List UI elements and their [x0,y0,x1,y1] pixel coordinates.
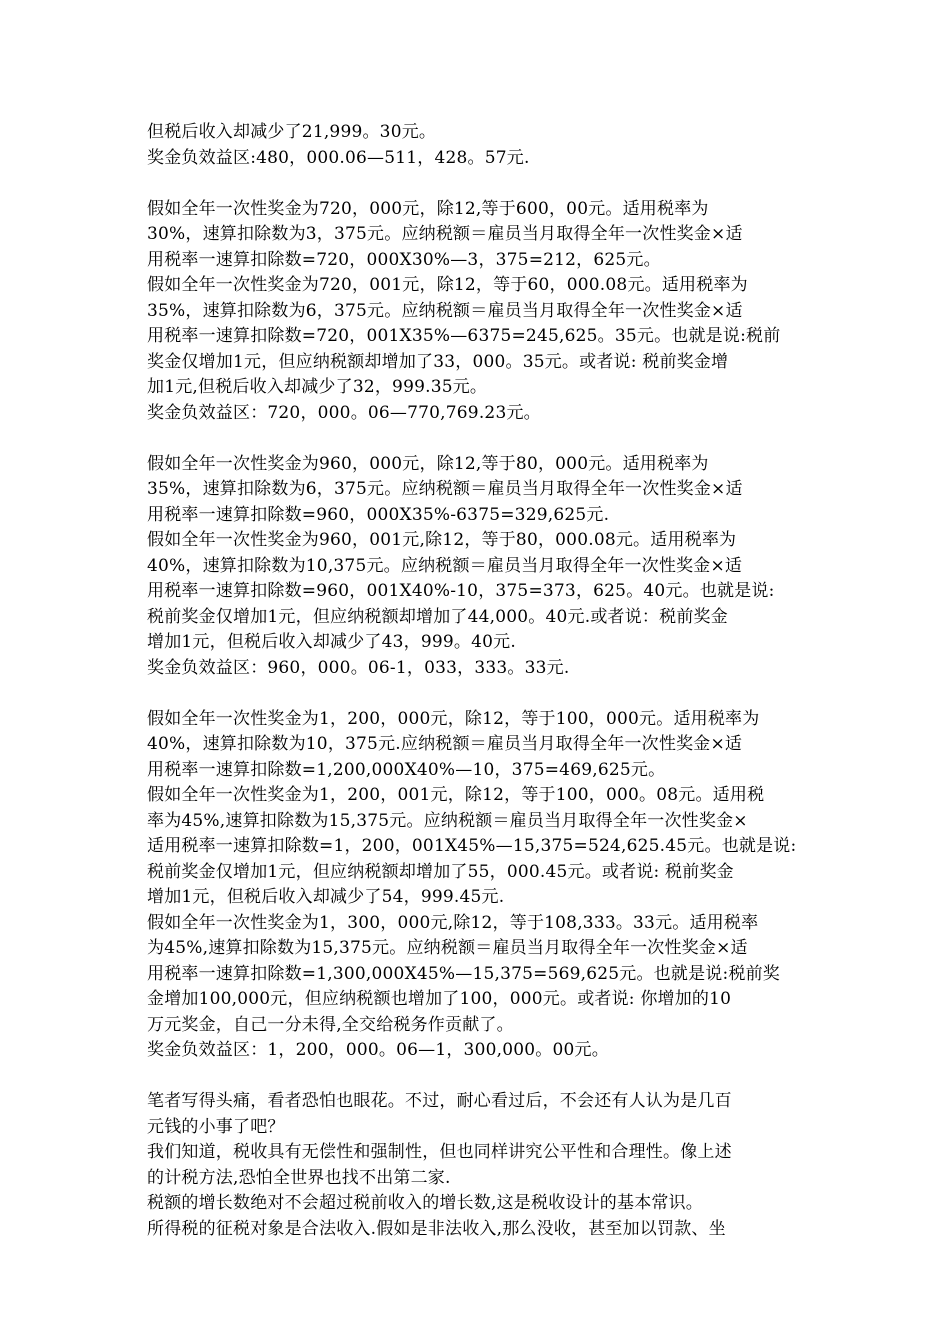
text-line: 为45%,速算扣除数为15,375元。应纳税额＝雇员当月取得全年一次性奖金×适 [147,938,748,958]
text-line: 假如全年一次性奖金为960，000元，除12,等于80，000元。适用税率为 [147,453,709,474]
text-line: 奖金负效益区:480，000.06—511，428。57元. [147,147,530,168]
text-line: 的计税方法,恐怕全世界也找不出第二家. [147,1167,451,1188]
text-line: 但税后收入却减少了21,999。30元。 [147,122,437,142]
text-line: 假如全年一次性奖金为1，200，000元，除12，等于100，000元。适用税率为 [147,708,760,729]
paragraph-commentary [147,1089,817,1242]
text-line: 用税率一速算扣除数=960，001X40%-10，375=373，625。40元。也就是说: [147,581,775,601]
text-line: 用税率一速算扣除数=1,200,000X40%—10，375=469,625元。 [147,759,666,780]
text-line: 奖金仅增加1元，但应纳税额却增加了33，000。35元。或者说: 税前奖金增 [147,351,729,372]
text-line: 率为45%,速算扣除数为15,375元。应纳税额＝雇员当月取得全年一次性奖金× [147,810,748,831]
text-line: 笔者写得头痛，看者恐怕也眼花。不过，耐心看过后，不会还有人认为是几百 [147,1091,732,1111]
paragraph-after-tax-loss [147,120,817,171]
text-line: 所得税的征税对象是合法收入.假如是非法收入,那么没收，甚至加以罚款、坐 [147,1218,726,1239]
document-body [147,120,817,1242]
text-line: 税前奖金仅增加1元，但应纳税额却增加了55，000.45元。或者说: 税前奖金 [147,861,734,882]
text-line: 税前奖金仅增加1元，但应纳税额却增加了44,000。40元.或者说：税前奖金 [147,606,728,627]
text-line: 用税率一速算扣除数=960，000X35%-6375=329,625元. [147,504,610,525]
text-line: 奖金负效益区：960，000。06-1，033，333。33元. [147,657,570,678]
text-line: 30%，速算扣除数为3，375元。应纳税额＝雇员当月取得全年一次性奖金×适 [147,224,743,244]
text-line: 元钱的小事了吧？ [147,1116,285,1137]
text-line: 40%，速算扣除数为10,375元。应纳税额＝雇员当月取得全年一次性奖金×适 [147,555,743,576]
paragraph-1200000-example [147,707,817,1064]
text-line: 假如全年一次性奖金为1，300，000元,除12，等于108,333。33元。适用税率 [147,912,759,933]
text-line: 加1元,但税后收入却减少了32，999.35元。 [147,377,488,397]
text-line: 35%，速算扣除数为6，375元。应纳税额＝雇员当月取得全年一次性奖金×适 [147,479,743,499]
text-line: 我们知道，税收具有无偿性和强制性，但也同样讲究公平性和合理性。像上述 [147,1142,732,1162]
text-line: 假如全年一次性奖金为720，000元，除12,等于600，00元。适用税率为 [147,198,709,219]
text-line: 税额的增长数绝对不会超过税前收入的增长数,这是税收设计的基本常识。 [147,1193,704,1213]
text-line: 金增加100,000元，但应纳税额也增加了100，000元。或者说: 你增加的10 [147,989,732,1009]
text-line: 假如全年一次性奖金为960，001元,除12，等于80，000.08元。适用税率为 [147,530,737,550]
text-line: 增加1元，但税后收入却减少了43，999。40元. [147,632,516,652]
text-line: 增加1元，但税后收入却减少了54，999.45元. [147,887,505,907]
paragraph-960000-example [147,452,817,682]
text-line: 用税率一速算扣除数=720，001X35%—6375=245,625。35元。也就是说:税前 [147,326,781,346]
text-line: 35%，速算扣除数为6，375元。应纳税额＝雇员当月取得全年一次性奖金×适 [147,300,743,321]
paragraph-720000-example [147,197,817,427]
text-line: 奖金负效益区：1，200，000。06—1，300,000。00元。 [147,1040,609,1060]
text-line: 40%，速算扣除数为10，375元.应纳税额＝雇员当月取得全年一次性奖金×适 [147,734,743,754]
text-line: 万元奖金，自己一分未得,全交给税务作贡献了。 [147,1014,514,1035]
text-line: 假如全年一次性奖金为720，001元，除12，等于60，000.08元。适用税率为 [147,275,748,295]
text-line: 适用税率一速算扣除数=1，200，001X45%—15,375=524,625.45元。也就是说: [147,836,797,856]
text-line: 奖金负效益区：720，000。06—770,769.23元。 [147,402,541,423]
text-line: 假如全年一次性奖金为1，200，001元，除12，等于100，000。08元。适用税 [147,785,765,805]
text-line: 用税率一速算扣除数=1,300,000X45%—15,375=569,625元。也就是说:税前奖 [147,963,781,984]
text-line: 用税率一速算扣除数=720，000X30%—3，375=212，625元。 [147,249,661,270]
